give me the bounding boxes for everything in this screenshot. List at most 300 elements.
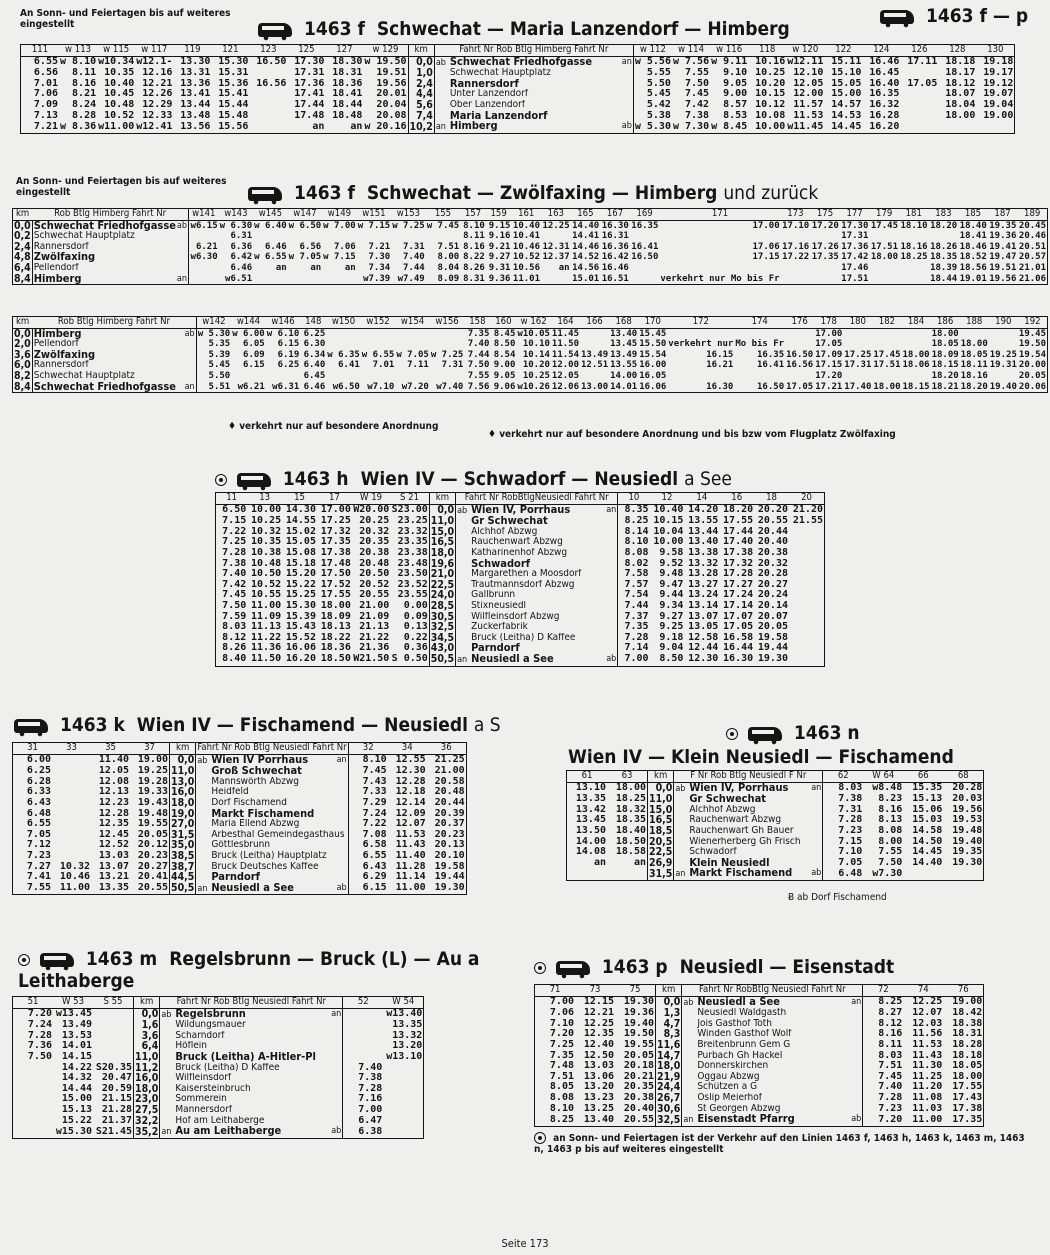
time-cell (13, 1126, 54, 1138)
time-cell (52, 787, 91, 798)
time-cell: 18.00 (873, 381, 901, 392)
time-cell: 6.45 (303, 370, 326, 381)
time-cell: 10.48 (104, 99, 135, 110)
time-cell: 10.25 (522, 370, 550, 381)
time-cell: w 7.05 (396, 349, 429, 360)
station-label: Breitenbrunn Gem G (697, 1039, 791, 1050)
time-cell: 9.27 (659, 611, 684, 622)
km-cell: 35,0 (171, 840, 195, 851)
km-cell: 11,0 (171, 766, 195, 777)
time-cell: 20.27 (757, 579, 788, 590)
time-cell: 19.56 (989, 273, 1017, 284)
time-cell: 8.57 (723, 99, 748, 110)
time-cell: 7.45 (878, 1071, 903, 1082)
time-cell (52, 777, 91, 788)
station-name (456, 633, 618, 644)
time-cell: 8.08 (624, 547, 649, 558)
time-cell: 17.20 (811, 220, 839, 231)
time-cell: 15.43 (285, 622, 316, 633)
time-cell: 20.05 (757, 622, 788, 633)
time-cell: 7.10 (549, 1018, 574, 1029)
station-name (32, 252, 188, 263)
station-label: Zwölfaxing (33, 252, 96, 263)
station-label: Groß Schwechat (211, 766, 302, 777)
time-cell: 7.12 (26, 840, 51, 851)
fahrt-nr-label: Fahrt Nr (312, 742, 347, 753)
time-cell (929, 231, 959, 242)
header-row (13, 997, 424, 1009)
time-cell: 20.59 (101, 1083, 132, 1094)
time-cell: 9.05 (493, 370, 516, 381)
time-cell: 12.51 (581, 360, 609, 371)
time-cell: 18.18 (952, 1050, 983, 1061)
time-cell: 11.50 (551, 339, 580, 350)
column-header: 122 (824, 45, 862, 57)
time-cell: 5.45 (208, 360, 231, 371)
table-row (21, 56, 1015, 68)
time-cell: 10.20 (755, 78, 786, 89)
time-cell: 6.09 (243, 349, 265, 360)
time-cell: 12.55 (395, 754, 426, 766)
time-cell (383, 1084, 424, 1095)
time-cell: 11.30 (912, 1061, 943, 1072)
station-name (32, 263, 188, 274)
time-cell: w6.21 (237, 381, 265, 392)
time-cell: w12.41 (136, 121, 173, 132)
time-cell: 20.44 (434, 797, 465, 808)
column-header: 167 (600, 209, 630, 221)
column-header: w154 (395, 317, 430, 329)
table-row (13, 339, 1048, 350)
time-cell: 15.31 (218, 68, 249, 79)
station-name (196, 777, 348, 788)
time-cell: 8.53 (723, 110, 748, 121)
time-cell: w 7.25 (392, 220, 425, 231)
time-cell (901, 328, 930, 339)
time-cell: 18.15 (931, 360, 959, 371)
time-cell: 11.14 (395, 872, 426, 883)
time-cell: 8.05 (549, 1082, 574, 1093)
time-cell (789, 633, 825, 644)
km-cell: 38,5 (171, 850, 195, 862)
station-label: Oslip Meierhof (697, 1092, 762, 1103)
time-cell: 12.30 (395, 766, 426, 777)
time-cell: 15.52 (285, 632, 316, 643)
time-cell: 17.15 (752, 252, 780, 263)
time-cell (52, 819, 91, 830)
time-cell: 19.31 (989, 360, 1017, 371)
km-cell: 13,0 (171, 776, 195, 788)
column-header: w141 (189, 209, 219, 221)
time-cell: 13.05 (688, 622, 719, 633)
table-row (216, 527, 825, 538)
column-header: 10 (618, 493, 650, 505)
time-cell: 10.12 (755, 99, 786, 110)
station-name (456, 643, 618, 654)
time-cell: 18.44 (332, 99, 363, 110)
time-cell: 13.36 (180, 78, 211, 89)
km-header: km (429, 493, 455, 505)
km-cell: 14,7 (657, 1050, 681, 1062)
time-cell: w 8.45 (711, 121, 748, 132)
station-label: Neusiedl a See (471, 653, 554, 665)
km-cell: 18,0 (171, 797, 195, 809)
time-cell: w 6.30 (219, 220, 253, 231)
column-header: 160 (490, 317, 516, 329)
column-header: 171 (659, 209, 780, 221)
time-cell: 7.36 (27, 1041, 52, 1052)
time-cell (249, 111, 287, 122)
time-cell: 15.30 (285, 600, 316, 611)
km-cell: 5,6 (408, 100, 434, 111)
time-cell: 9.47 (659, 579, 684, 590)
table-row (13, 274, 1048, 285)
time-cell: 11.13 (251, 622, 282, 633)
time-cell: 14.41 (572, 231, 600, 242)
header-row (535, 985, 984, 997)
time-cell: 12.15 (583, 996, 614, 1008)
time-cell: 8.54 (493, 349, 516, 360)
km-cell: 8,4 (14, 273, 31, 285)
time-cell: 11.22 (251, 632, 282, 643)
time-cell (93, 1052, 134, 1063)
station-label: St Georgen Abzwg (697, 1103, 781, 1114)
time-cell: 6.47 (358, 1115, 383, 1126)
footnote-1463n: Ƀ ab Dorf Fischamend (788, 892, 887, 903)
table-row (535, 1051, 984, 1062)
legend-1: ♦ verkehrt nur auf besondere Anordnung (228, 421, 439, 432)
time-cell: 17.36 (841, 241, 869, 252)
time-cell (430, 371, 465, 382)
time-cell: 7.38 (222, 558, 247, 569)
table-row (567, 815, 984, 826)
time-cell: 12.13 (98, 787, 129, 798)
sunday-circle-icon (18, 954, 30, 966)
time-cell: 16.42 (601, 252, 629, 263)
time-cell: 7.15 (838, 836, 863, 847)
time-cell: 7.35 (549, 1050, 574, 1061)
line-number: 1463 f (293, 182, 355, 204)
time-cell: 11.00 (912, 1114, 943, 1125)
time-cell: 21.20 (792, 504, 823, 516)
time-cell: 7.11 (407, 360, 429, 371)
header-row (13, 743, 467, 755)
time-cell: 17.40 (844, 381, 872, 392)
time-cell: 12.09 (395, 808, 426, 819)
time-cell: 0.00 (403, 600, 428, 611)
column-header: 164 (551, 317, 580, 329)
station-label: Himberg (449, 121, 498, 133)
time-cell: 14.57 (831, 99, 862, 110)
table-row (567, 826, 984, 837)
table-row (535, 1040, 984, 1051)
time-cell: 16.56 (256, 78, 287, 89)
time-cell: 17.30 (294, 56, 325, 68)
time-cell: w 5.30 (634, 121, 671, 132)
timetable-1463p (534, 984, 984, 1127)
time-cell: 10.00 (251, 504, 282, 516)
station-header (674, 771, 823, 783)
time-cell: 17.05 (723, 622, 754, 633)
time-cell (810, 274, 840, 285)
time-cell (869, 263, 899, 274)
time-cell: w6.31 (272, 381, 300, 392)
time-cell: w8.48 (872, 782, 903, 794)
time-cell: 12.40 (583, 1039, 614, 1050)
time-cell: 17.51 (873, 360, 901, 371)
time-cell: w7.49 (397, 273, 425, 284)
km-cell: 19,0 (171, 808, 195, 820)
time-cell (843, 328, 872, 339)
time-cell: 7.09 (33, 99, 58, 110)
time-cell (253, 274, 288, 285)
station-name (32, 328, 196, 339)
time-cell: w 6.35 (327, 349, 360, 360)
column-header: 176 (785, 317, 814, 329)
station-name (32, 242, 188, 253)
time-cell: 8.45 (493, 328, 516, 339)
arr-dep-label: ab (457, 505, 468, 516)
column-header: w 162 (516, 317, 551, 329)
time-cell: 11.56 (912, 1029, 943, 1040)
arr-dep-label: an (606, 504, 617, 515)
time-cell: 19.53 (952, 815, 983, 826)
time-cell (383, 1073, 424, 1084)
table-title-1463f-2 (248, 182, 818, 204)
fahrt-nr-label: Fahrt Nr (464, 492, 499, 503)
time-cell: 19.00 (137, 754, 168, 766)
column-header: 165 (571, 209, 601, 221)
arr-dep-label: an (331, 1008, 342, 1019)
time-cell: 15.30 (218, 56, 249, 68)
corner-label (880, 5, 1028, 27)
timetable-grid (12, 742, 467, 895)
column-header: 14 (684, 493, 719, 505)
time-cell: 7.06 (33, 89, 58, 100)
time-cell: 18.46 (959, 241, 987, 252)
time-cell: 14.22 (61, 1062, 92, 1073)
km-header: km (170, 743, 196, 755)
time-cell: 7.30 (368, 252, 391, 263)
time-cell: 14.55 (285, 516, 316, 527)
table-row (13, 1063, 424, 1074)
column-header: w 115 (97, 45, 135, 57)
station-name (682, 1104, 863, 1115)
time-cell: 18.20 (960, 381, 988, 392)
km-cell: 18,0 (135, 1083, 159, 1095)
time-cell: 10.32 (251, 526, 282, 537)
time-cell (630, 263, 660, 274)
column-header: 163 (541, 209, 571, 221)
km-cell: 21,0 (430, 569, 455, 580)
time-cell: 17.46 (841, 262, 869, 273)
time-cell: 20.18 (623, 1061, 654, 1072)
time-cell: 9.18 (659, 632, 684, 643)
time-cell (630, 274, 660, 285)
time-cell: 10.40 (512, 220, 541, 231)
time-cell: 14.40 (912, 857, 943, 868)
column-header: 68 (943, 771, 984, 783)
time-cell: 7.25 (222, 537, 247, 548)
table-row (216, 590, 825, 601)
time-cell: 6.48 (838, 868, 863, 879)
time-cell: 6.55 (362, 850, 387, 861)
time-cell: 5.39 (208, 349, 231, 360)
arr-dep-label: ab (176, 220, 188, 231)
time-cell: 7.50 (467, 360, 490, 371)
time-cell: 7.01 (33, 78, 58, 89)
column-header: 148 (300, 317, 326, 329)
arr-dep-label: an (184, 381, 195, 392)
time-cell: w10.05 (517, 328, 550, 339)
station-label: Rauchenwart Gh Bauer (689, 825, 794, 836)
time-cell: 8.03 (878, 1050, 903, 1061)
timetable-1463f-outbound (12, 208, 1048, 285)
time-cell (426, 231, 461, 242)
time-cell: 20.03 (952, 794, 983, 805)
table-row (21, 100, 1015, 111)
time-cell: 17.32 (723, 558, 754, 569)
time-cell: 19.47 (989, 252, 1017, 263)
time-cell: 6.40 (303, 360, 326, 371)
time-cell (383, 1063, 424, 1074)
time-cell: 20.25 (359, 516, 390, 527)
time-cell (52, 809, 91, 820)
station-name (32, 274, 188, 285)
time-cell: 18.20 (930, 220, 958, 231)
column-header: 184 (901, 317, 930, 329)
km-cell: 18,0 (657, 1061, 681, 1072)
time-cell: 20.07 (757, 611, 788, 622)
km-cell: 26,7 (657, 1092, 681, 1104)
time-cell: 18.35 (615, 815, 646, 826)
time-cell: 18.00 (870, 252, 898, 263)
time-cell: 15.03 (912, 815, 943, 826)
time-cell: 20.21 (623, 1071, 654, 1082)
time-cell (607, 868, 648, 880)
time-cell: 14.45 (912, 847, 943, 858)
station-label: Dorf Fischamend (211, 797, 287, 808)
station-label: Rauchenwart Abzwg (689, 815, 782, 826)
time-cell: 7.21 (33, 121, 58, 132)
station-label: Unter Lanzendorf (449, 89, 529, 100)
time-cell: 9.52 (659, 558, 684, 569)
time-cell: 12.35 (583, 1029, 614, 1040)
time-cell: 7.28 (878, 1092, 903, 1103)
time-cell: 12.33 (142, 110, 173, 121)
time-cell: 8.21 (72, 89, 97, 100)
time-cell: 7.35 (467, 328, 490, 339)
time-cell: 6.25 (303, 328, 326, 339)
station-label: Oggau Abzwg (697, 1071, 760, 1082)
time-cell (843, 371, 872, 382)
column-header: 178 (814, 317, 843, 329)
time-cell: Mo bis Fr (735, 339, 785, 350)
time-cell: 20.40 (623, 1103, 654, 1114)
time-cell: 9.44 (659, 590, 684, 601)
time-cell: 18.50 (615, 836, 646, 847)
time-cell: 14.32 (61, 1073, 92, 1084)
column-header: w145 (253, 209, 288, 221)
time-cell: 19.00 (952, 996, 983, 1008)
column-header: 130 (976, 45, 1015, 57)
time-cell: 7.40 (403, 252, 425, 263)
time-cell: 23.25 (397, 516, 428, 527)
column-header: 124 (862, 45, 900, 57)
time-cell: 14.08 (575, 847, 606, 858)
time-cell: 19.50 (623, 1029, 654, 1040)
time-cell: 15.00 (831, 89, 862, 100)
time-cell: 17.35 (952, 1114, 983, 1125)
station-label: Eisenstadt Pfarrg (697, 1114, 795, 1126)
time-cell (872, 339, 901, 350)
station-label: Klein Neusiedl (689, 857, 770, 869)
station-label: Alchhof Abzwg (471, 526, 538, 537)
time-cell: 20.14 (757, 600, 788, 611)
station-label: Pellendorf (33, 339, 79, 350)
time-cell: 19.56 (376, 78, 407, 89)
time-cell (13, 1073, 54, 1084)
time-cell: 14.53 (831, 110, 862, 121)
time-cell: 16.30 (706, 381, 734, 392)
time-cell (630, 231, 660, 242)
km-cell: 43,0 (430, 643, 455, 654)
km-cell: 3,6 (14, 349, 31, 361)
time-cell: 19.58 (757, 632, 788, 643)
time-cell: w 7.30 (672, 121, 710, 132)
time-cell: 7.37 (624, 611, 649, 622)
table-row (13, 840, 467, 851)
arr-dep-label: ab (675, 783, 686, 794)
time-cell: 16.41 (631, 241, 659, 252)
column-header: 159 (486, 209, 512, 221)
time-cell: 14.30 (285, 504, 316, 516)
time-cell: w 5.56 (634, 56, 671, 68)
table-row (13, 242, 1048, 253)
time-cell: 19.50 (1018, 339, 1046, 350)
time-cell: 17.48 (294, 110, 325, 121)
time-cell: S 0.50 (391, 653, 428, 665)
table-row (216, 559, 825, 570)
km-cell: 2,4 (14, 241, 31, 253)
time-cell: 17.41 (294, 89, 325, 100)
line-number: 1463 h (282, 468, 349, 490)
station-name (456, 590, 618, 601)
time-cell: w7.20 (401, 381, 429, 392)
time-cell (395, 328, 430, 339)
station-name (32, 382, 196, 393)
time-cell: 10.52 (104, 110, 135, 121)
time-cell: 7.20 (549, 1029, 574, 1040)
column-header: w 120 (786, 45, 824, 57)
time-cell: 17.55 (320, 590, 351, 601)
time-cell: 13.35 (392, 1020, 423, 1031)
time-cell: 20.28 (757, 569, 788, 580)
table-row (567, 837, 984, 848)
time-cell (810, 263, 840, 274)
time-cell: 7.23 (838, 825, 863, 836)
station-name (682, 1061, 863, 1072)
time-cell: 17.25 (844, 349, 872, 360)
time-cell: 13.41 (180, 89, 211, 100)
column-header: w144 (231, 317, 266, 329)
station-name (160, 1008, 343, 1020)
arr-dep-label: an (197, 883, 208, 894)
km-cell: 0,0 (656, 996, 682, 1008)
time-cell: 8.00 (878, 836, 903, 847)
time-cell: 14.15 (61, 1051, 92, 1062)
table-row (216, 601, 825, 612)
